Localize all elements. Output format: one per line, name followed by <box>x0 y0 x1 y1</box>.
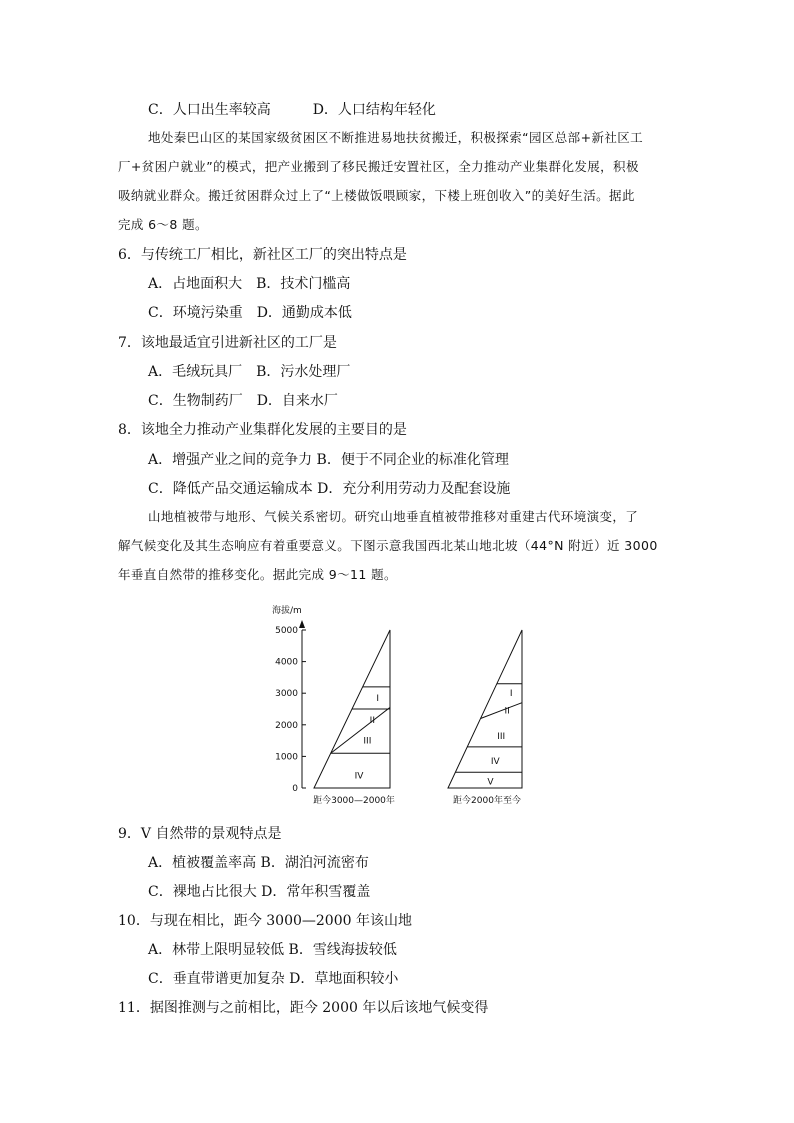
passage-2-line-1: 山地植被带与地形、气候关系密切。研究山地垂直植被带推移对重建古代环境演变，了 <box>148 509 639 524</box>
question-9-options-ab: A．植被覆盖率高 B．湖泊河流密布 <box>148 855 369 871</box>
y-axis-label: 海拔/m <box>272 606 302 616</box>
question-7-options-ab: A．毛绒玩具厂 B．污水处理厂 <box>148 364 351 380</box>
question-11: 11．据图推测与之前相比，距今 2000 年以后该地气候变得 <box>118 1000 489 1016</box>
y-tick-label-2000: 2000 <box>275 720 298 731</box>
panel-1-boundary-2 <box>331 707 390 753</box>
question-9: 9．V 自然带的景观特点是 <box>118 826 282 842</box>
y-tick-label-4000: 4000 <box>275 657 298 668</box>
y-tick-label-0: 0 <box>292 784 298 794</box>
question-7-options-cd: C．生物制药厂 D．自来水厂 <box>148 393 338 409</box>
panel-2-zone-label-III: III <box>497 731 506 742</box>
question-10: 10．与现在相比，距今 3000—2000 年该山地 <box>118 913 412 929</box>
passage-1-line-3: 吸纳就业群众。搬迁贫困群众过上了“上楼做饭喂顾家，下楼上班创收入”的美好生活。据此 <box>118 188 635 203</box>
passage-1-line-1: 地处秦巴山区的某国家级贫困区不断推进易地扶贫搬迁，积极探索“园区总部+新社区工 <box>148 130 644 145</box>
passage-2-line-2: 解气候变化及其生态响应有着重要意义。下图示意我国西北某山地北坡（44°N 附近）近 3000 <box>118 538 658 553</box>
passage-2-line-3: 年垂直自然带的推移变化。据此完成 9～11 题。 <box>118 567 397 582</box>
y-tick-label-3000: 3000 <box>275 689 298 700</box>
y-axis-arrow <box>299 620 305 628</box>
q5-options-cd: C．人口出生率较高 D．人口结构年轻化 <box>148 102 436 118</box>
panel-1-zone-label-II: II <box>369 716 375 727</box>
passage-1-line-4: 完成 6～8 题。 <box>118 217 208 232</box>
panel-1-zone-label-IV: IV <box>354 771 364 782</box>
panel-1-caption: 距今3000—2000年 <box>313 796 395 806</box>
panel-1-zone-label-I: I <box>376 693 379 704</box>
question-6-options-cd: C．环境污染重 D．通勤成本低 <box>148 305 352 321</box>
question-10-options-ab: A．林带上限明显较低 B．雪线海拔较低 <box>148 942 397 958</box>
question-7: 7．该地最适宜引进新社区的工厂是 <box>118 335 337 351</box>
passage-1-line-2: 厂+贫困户就业”的模式，把产业搬到了移民搬迁安置社区，全力推动产业集群化发展，积极 <box>118 159 639 174</box>
panel-2-triangle <box>448 630 522 788</box>
question-8-options-cd: C．降低产品交通运输成本 D．充分利用劳动力及配套设施 <box>148 481 511 497</box>
question-8-options-ab: A．增强产业之间的竞争力 B．便于不同企业的标准化管理 <box>148 452 509 468</box>
y-tick-label-5000: 5000 <box>275 626 298 636</box>
y-tick-label-1000: 1000 <box>275 752 298 763</box>
question-6: 6．与传统工厂相比，新社区工厂的突出特点是 <box>118 247 407 263</box>
panel-2-caption: 距今2000年至今 <box>453 796 521 806</box>
panel-1-zone-label-III: III <box>363 736 372 747</box>
panel-2-zone-label-I: I <box>509 689 513 700</box>
panel-2-zone-label-II: II <box>504 706 510 717</box>
question-9-options-cd: C．裸地占比很大 D．常年积雪覆盖 <box>148 884 371 900</box>
panel-2-zone-label-IV: IV <box>490 757 500 768</box>
panel-2-zone-label-V: V <box>487 777 494 788</box>
question-6-options-ab: A．占地面积大 B．技术门槛高 <box>148 276 351 292</box>
question-10-options-cd: C．垂直带谱更加复杂 D．草地面积较小 <box>148 971 399 987</box>
question-8: 8．该地全力推动产业集群化发展的主要目的是 <box>118 422 407 438</box>
vertical-zone-diagram <box>262 600 552 815</box>
